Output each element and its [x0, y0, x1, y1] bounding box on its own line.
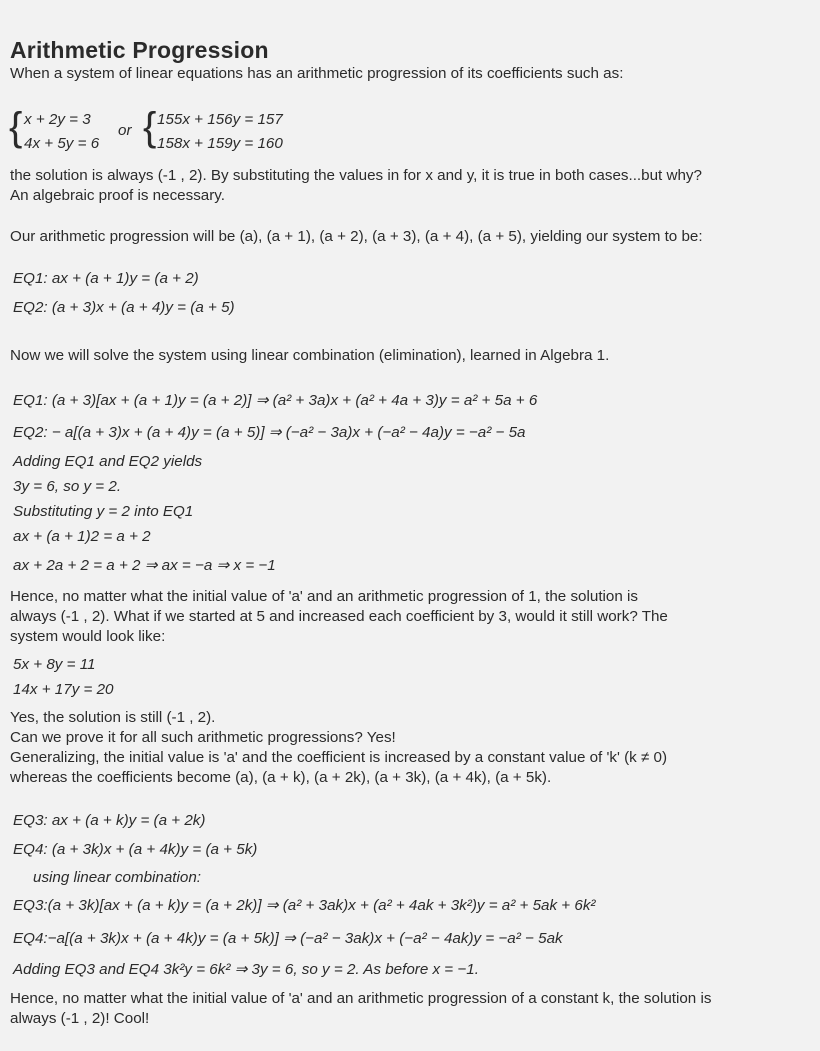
paragraph-5-line2: always (-1 , 2). What if we started at 5 and increased each coefficient by 3, would it still work? The	[10, 608, 668, 625]
paragraph-6-line2: Can we prove it for all such arithmetic progressions? Yes!	[10, 729, 396, 746]
page-title: Arithmetic Progression	[10, 37, 269, 63]
solve-step-2: EQ2: − a[(a + 3)x + (a + 4)y = (a + 5)] ⇒ (−a² − 3a)x + (−a² − 4a)y = −a² − 5a	[13, 424, 526, 441]
paragraph-7-line2: always (-1 , 2)! Cool!	[10, 1010, 150, 1027]
left-brace-1: {	[9, 105, 23, 149]
solve-step-1: EQ1: (a + 3)[ax + (a + 1)y = (a + 2)] ⇒ (a² + 3a)x + (a² + 4a + 3)y = a² + 5a + 6	[13, 392, 538, 409]
example-eq-1: 5x + 8y = 11	[13, 656, 96, 673]
eq2-definition: EQ2: (a + 3)x + (a + 4)y = (a + 5)	[13, 299, 235, 316]
eq4-definition: EQ4: (a + 3k)x + (a + 4k)y = (a + 5k)	[13, 841, 258, 858]
or-word: or	[118, 122, 132, 139]
paragraph-5-line3: system would look like:	[10, 628, 166, 645]
solve-step-6: ax + (a + 1)2 = a + 2	[13, 528, 151, 545]
solve-step-5: Substituting y = 2 into EQ1	[13, 503, 194, 520]
solve-step-7: ax + 2a + 2 = a + 2 ⇒ ax = −a ⇒ x = −1	[13, 557, 276, 574]
intro-text: When a system of linear equations has an arithmetic progression of its coefficients such as:	[10, 65, 624, 82]
paragraph-2-line1: the solution is always (-1 , 2). By substituting the values in for x and y, it is true in both cases...but why?	[10, 167, 702, 184]
paragraph-7-line1: Hence, no matter what the initial value of 'a' and an arithmetic progression of a constant k, the solution is	[10, 990, 712, 1007]
system2-line1: 155x + 156y = 157	[157, 111, 283, 128]
solve-step-3: Adding EQ1 and EQ2 yields	[13, 453, 203, 470]
example-eq-2: 14x + 17y = 20	[13, 681, 114, 698]
solve-step-4: 3y = 6, so y = 2.	[13, 478, 122, 495]
system1-line2: 4x + 5y = 6	[24, 135, 100, 152]
system1-line1: x + 2y = 3	[24, 111, 91, 128]
system2-line2: 158x + 159y = 160	[157, 135, 283, 152]
paragraph-5-line1: Hence, no matter what the initial value of 'a' and an arithmetic progression of 1, the solution is	[10, 588, 638, 605]
general-step-2: EQ4:−a[(a + 3k)x + (a + 4k)y = (a + 5k)] ⇒ (−a² − 3ak)x + (−a² − 4ak)y = −a² − 5ak	[13, 930, 563, 947]
linear-combination-label: using linear combination:	[33, 869, 202, 886]
paragraph-2-line2: An algebraic proof is necessary.	[10, 187, 225, 204]
paragraph-6-line3: Generalizing, the initial value is 'a' and the coefficient is increased by a constant value of 'k' (k ≠ 0)	[10, 749, 668, 766]
paragraph-3: Our arithmetic progression will be (a), (a + 1), (a + 2), (a + 3), (a + 4), (a + 5), yielding our system to be:	[10, 228, 703, 245]
eq3-definition: EQ3: ax + (a + k)y = (a + 2k)	[13, 812, 206, 829]
eq1-definition: EQ1: ax + (a + 1)y = (a + 2)	[13, 270, 199, 287]
paragraph-6-line4: whereas the coefficients become (a), (a + k), (a + 2k), (a + 3k), (a + 4k), (a + 5k).	[10, 769, 552, 786]
paragraph-4: Now we will solve the system using linear combination (elimination), learned in Algebra 1.	[10, 347, 610, 364]
general-step-3: Adding EQ3 and EQ4 3k²y = 6k² ⇒ 3y = 6, so y = 2. As before x = −1.	[13, 961, 479, 978]
left-brace-2: {	[143, 105, 157, 149]
paragraph-6-line1: Yes, the solution is still (-1 , 2).	[10, 709, 216, 726]
general-step-1: EQ3:(a + 3k)[ax + (a + k)y = (a + 2k)] ⇒ (a² + 3ak)x + (a² + 4ak + 3k²)y = a² + 5ak + 6k²	[13, 897, 596, 914]
